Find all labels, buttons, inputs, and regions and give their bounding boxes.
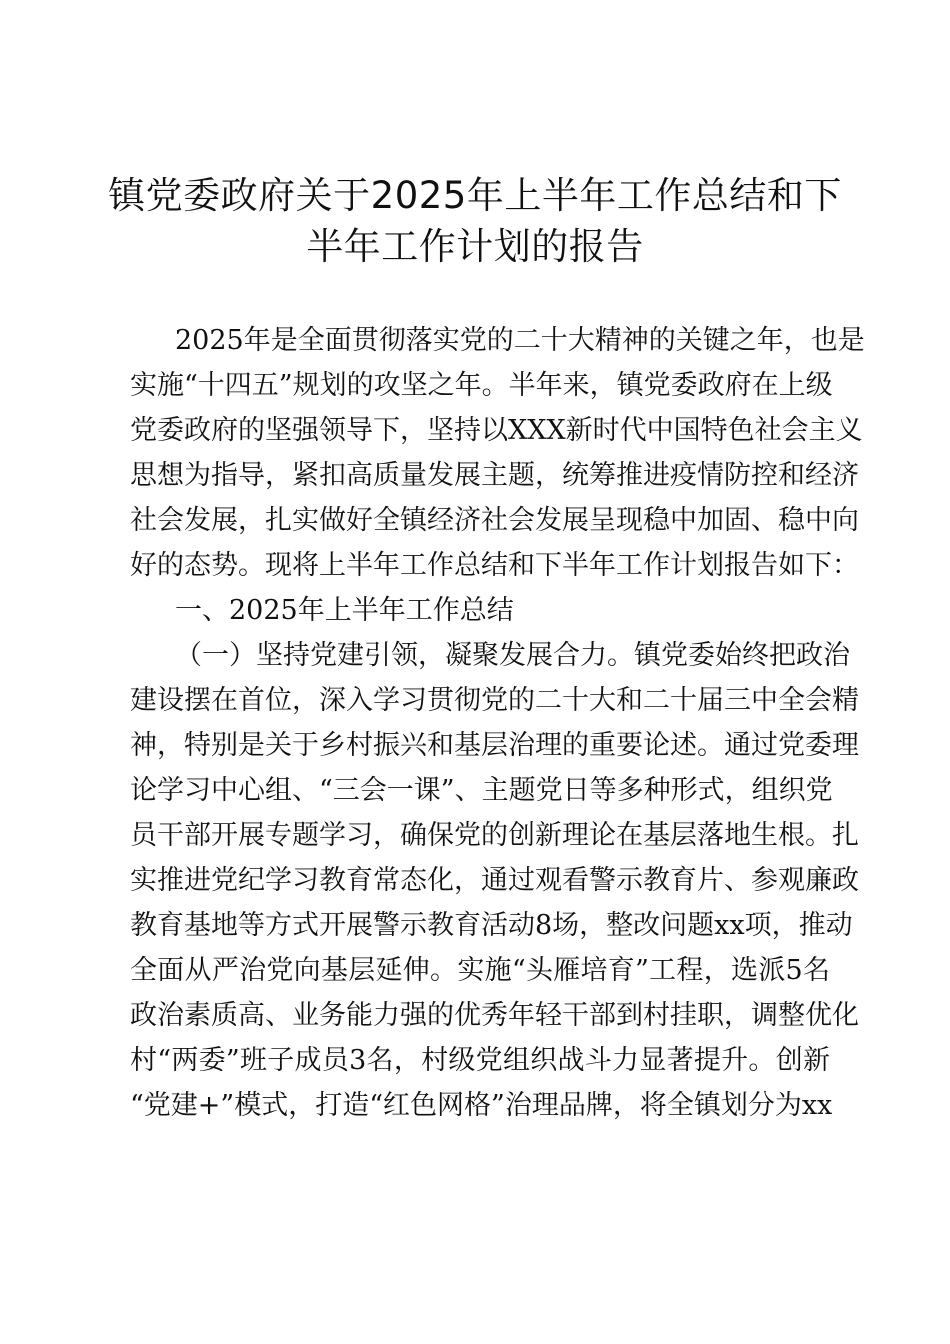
paragraph-line: 实推进党纪学习教育常态化，通过观看警示教育片、参观廉政 bbox=[130, 865, 859, 896]
document-title-line-2: 半年工作计划的报告 bbox=[306, 225, 644, 268]
paragraph-line: 实施“十四五”规划的攻坚之年。半年来，镇党委政府在上级 bbox=[130, 370, 833, 401]
paragraph-line: 建设摆在首位，深入学习贯彻党的二十大和二十届三中全会精 bbox=[130, 685, 859, 716]
paragraph-line: 村“两委”班子成员3名，村级党组织战斗力显著提升。创新 bbox=[130, 1045, 830, 1076]
paragraph-line: 神，特别是关于乡村振兴和基层治理的重要论述。通过党委理 bbox=[130, 730, 859, 761]
paragraph-line: “党建+”模式，打造“红色网格”治理品牌，将全镇划分为xx bbox=[130, 1090, 833, 1121]
paragraph-line: 政治素质高、业务能力强的优秀年轻干部到村挂职，调整优化 bbox=[130, 1000, 859, 1031]
paragraph-line: 论学习中心组、“三会一课”、主题党日等多种形式，组织党 bbox=[130, 775, 833, 806]
paragraph-line: 社会发展，扎实做好全镇经济社会发展呈现稳中加固、稳中向 bbox=[130, 505, 859, 536]
document-title-line-1: 镇党委政府关于2025年上半年工作总结和下 bbox=[108, 174, 842, 217]
paragraph-line: 教育基地等方式开展警示教育活动8场，整改问题xx项，推动 bbox=[130, 910, 853, 941]
paragraph-line: 思想为指导，紧扣高质量发展主题，统筹推进疫情防控和经济 bbox=[130, 460, 859, 491]
paragraph-line: 党委政府的坚强领导下，坚持以XXX新时代中国特色社会主义 bbox=[130, 415, 863, 446]
paragraph-line: （一）坚持党建引领，凝聚发展合力。镇党委始终把政治 bbox=[175, 640, 850, 671]
paragraph-line: 员干部开展专题学习，确保党的创新理论在基层落地生根。扎 bbox=[130, 820, 859, 851]
section-heading: 一、2025年上半年工作总结 bbox=[175, 595, 514, 626]
paragraph-line: 2025年是全面贯彻落实党的二十大精神的关键之年，也是 bbox=[175, 325, 865, 356]
paragraph-line: 好的态势。现将上半年工作总结和下半年工作计划报告如下： bbox=[130, 550, 859, 581]
paragraph-line: 全面从严治党向基层延伸。实施“头雁培育”工程，选派5名 bbox=[130, 955, 830, 986]
